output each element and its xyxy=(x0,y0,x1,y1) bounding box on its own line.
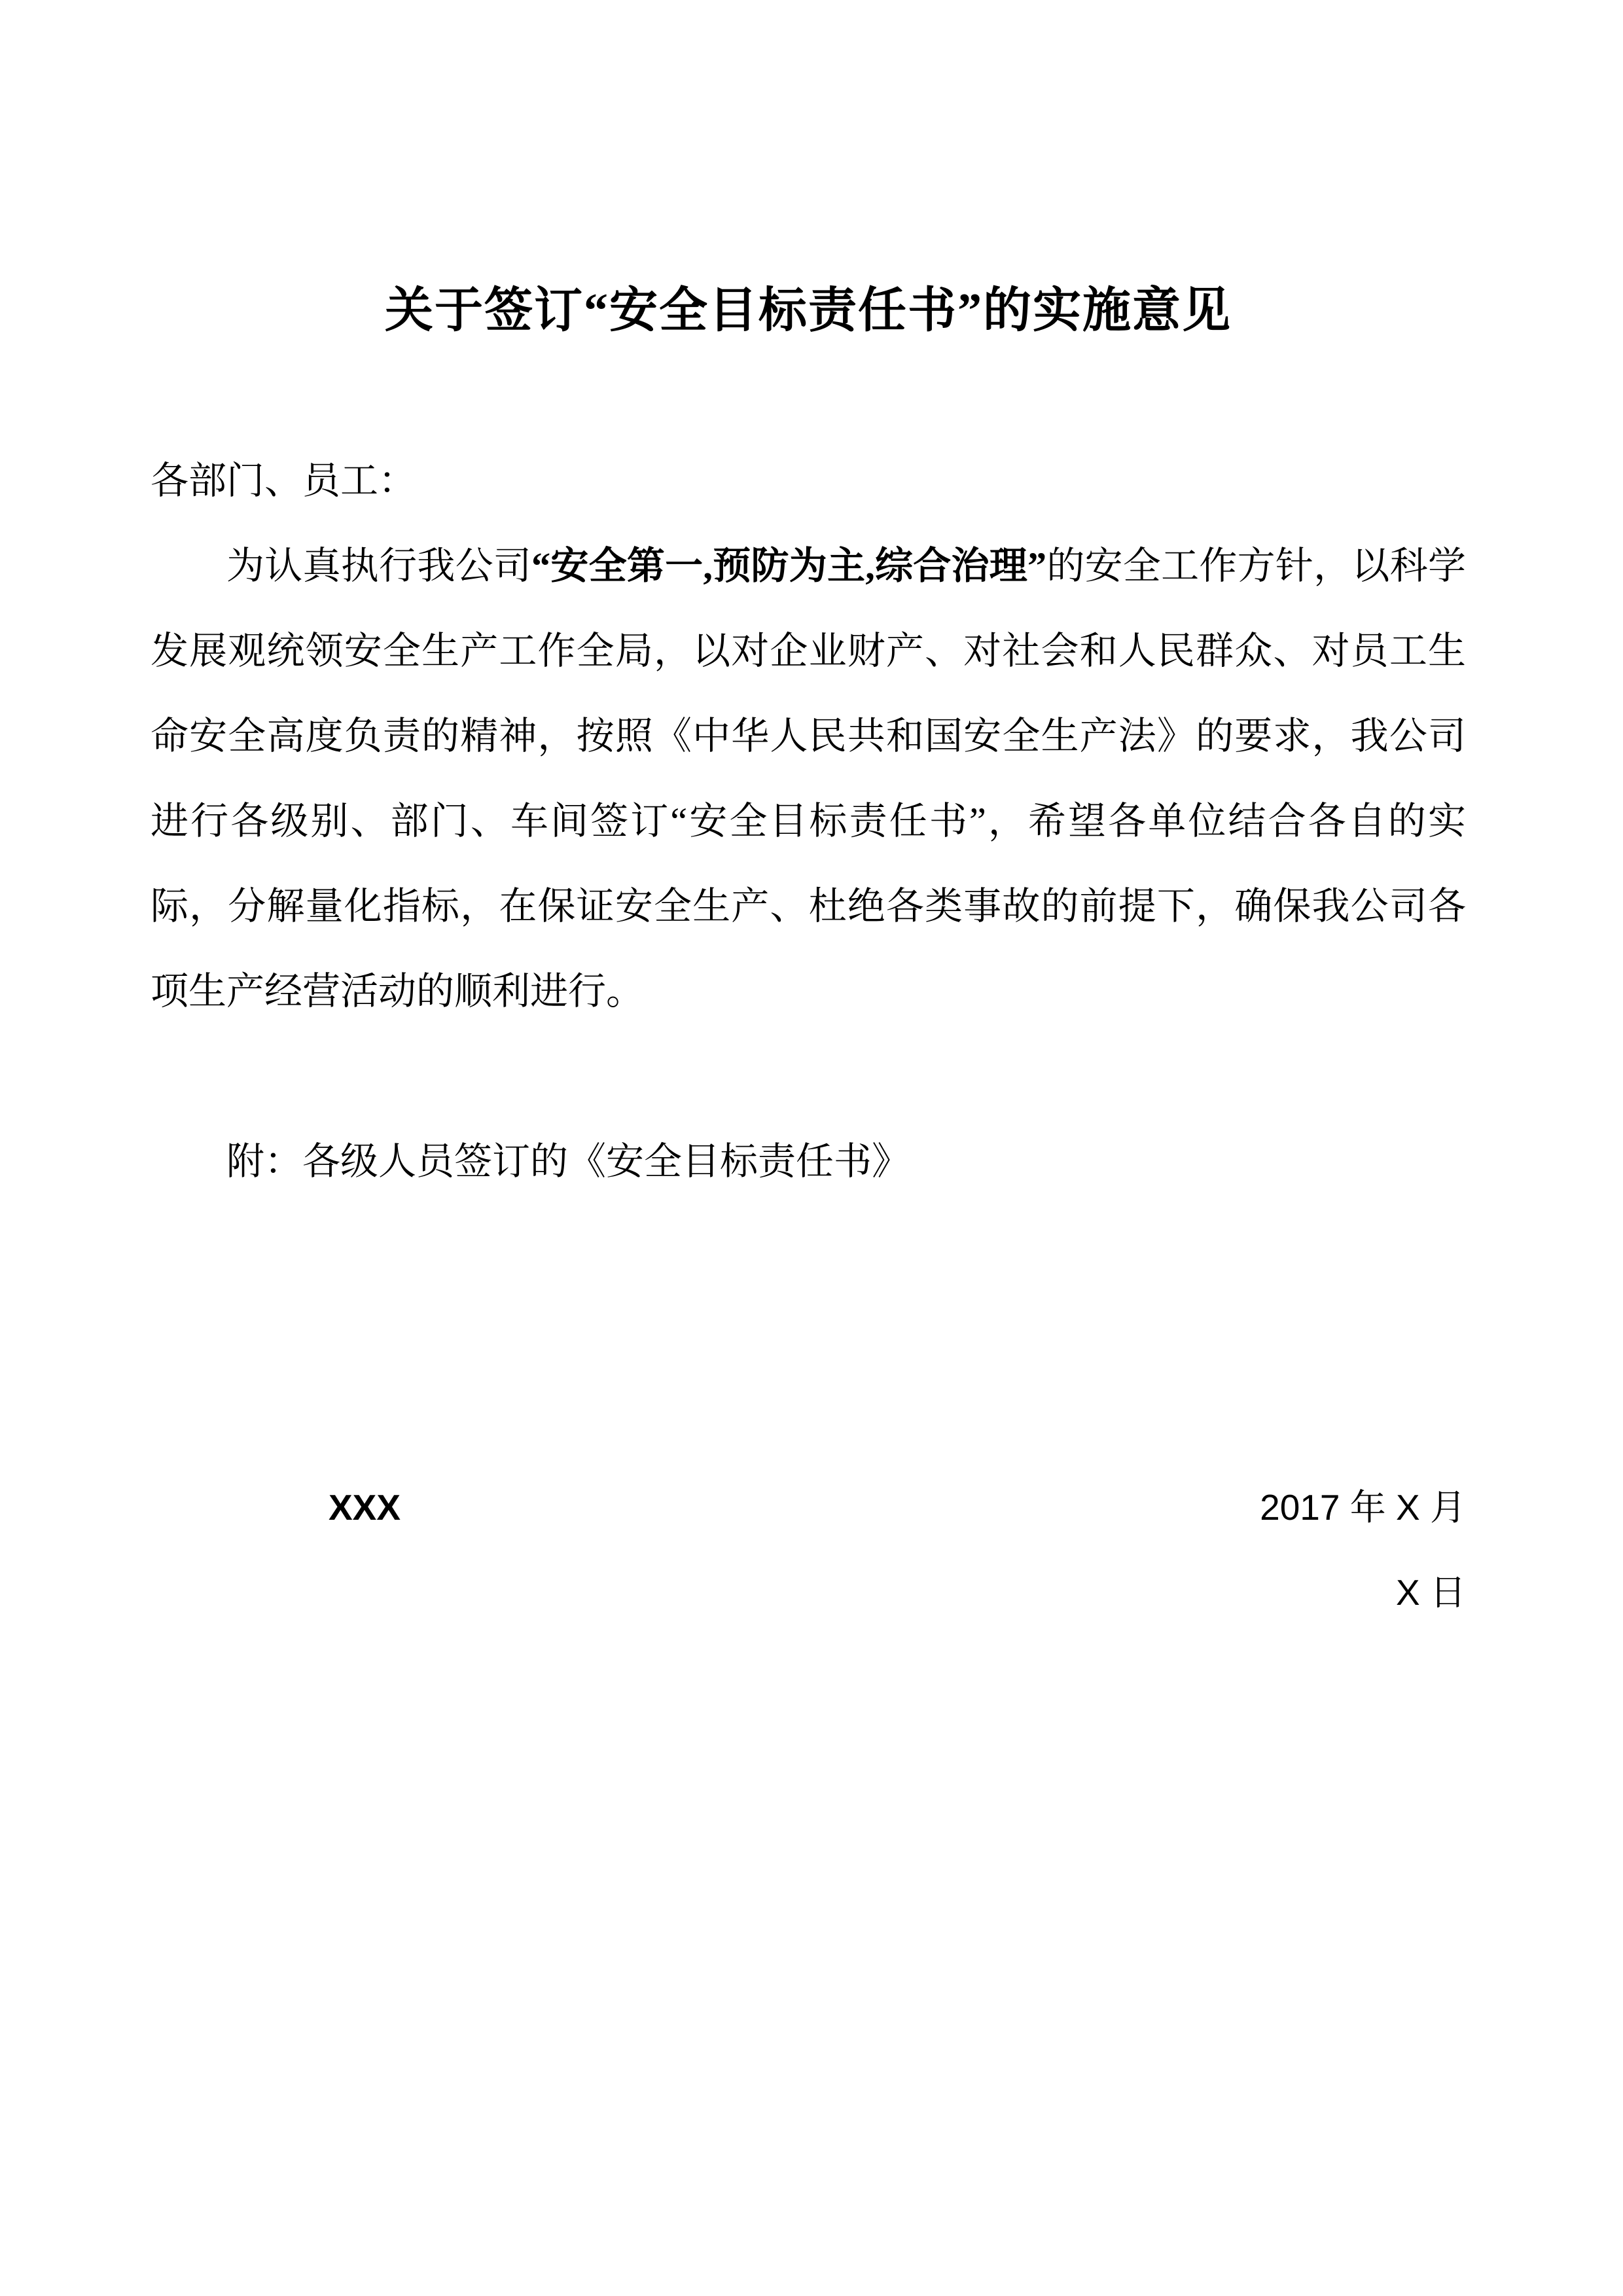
date-line-1: 2017 年 X 月 xyxy=(1260,1487,1466,1528)
signature-block xyxy=(151,1465,1466,1550)
body-paragraph xyxy=(151,524,1466,1034)
issuer-name: XXX xyxy=(329,1487,401,1528)
salutation: 各部门、员工： xyxy=(151,459,417,502)
page-title: 关于签订“安全目标责任书”的实施意见 xyxy=(385,284,1232,338)
paragraph-text-bold: “安全第一,预防为主,综合治理” xyxy=(531,545,1047,587)
paragraph-text-pre: 为认真执行我公司 xyxy=(226,545,532,587)
paragraph-text-post: 的安全工作方针，以科学发展观统领安全生产工作全局，以对企业财产、对社会和人民群众、对员工生命安全高度负责的精神，按照《中华人民共和国安全生产法》的要求，我公司进行各级别、部门、车间签订“安全目标责任书”，希望各单位结合各自的实际，分解量化指标，在保证安全生产、杜绝各类事故的前提下，确保我公司各项生产经营活动的顺利进行。 xyxy=(151,545,1466,1013)
signature-date-row xyxy=(151,1550,1466,1645)
attachment-line: 附：各级人员签订的《安全目标责任书》 xyxy=(226,1140,910,1183)
date-line-2: X 日 xyxy=(1396,1572,1466,1613)
